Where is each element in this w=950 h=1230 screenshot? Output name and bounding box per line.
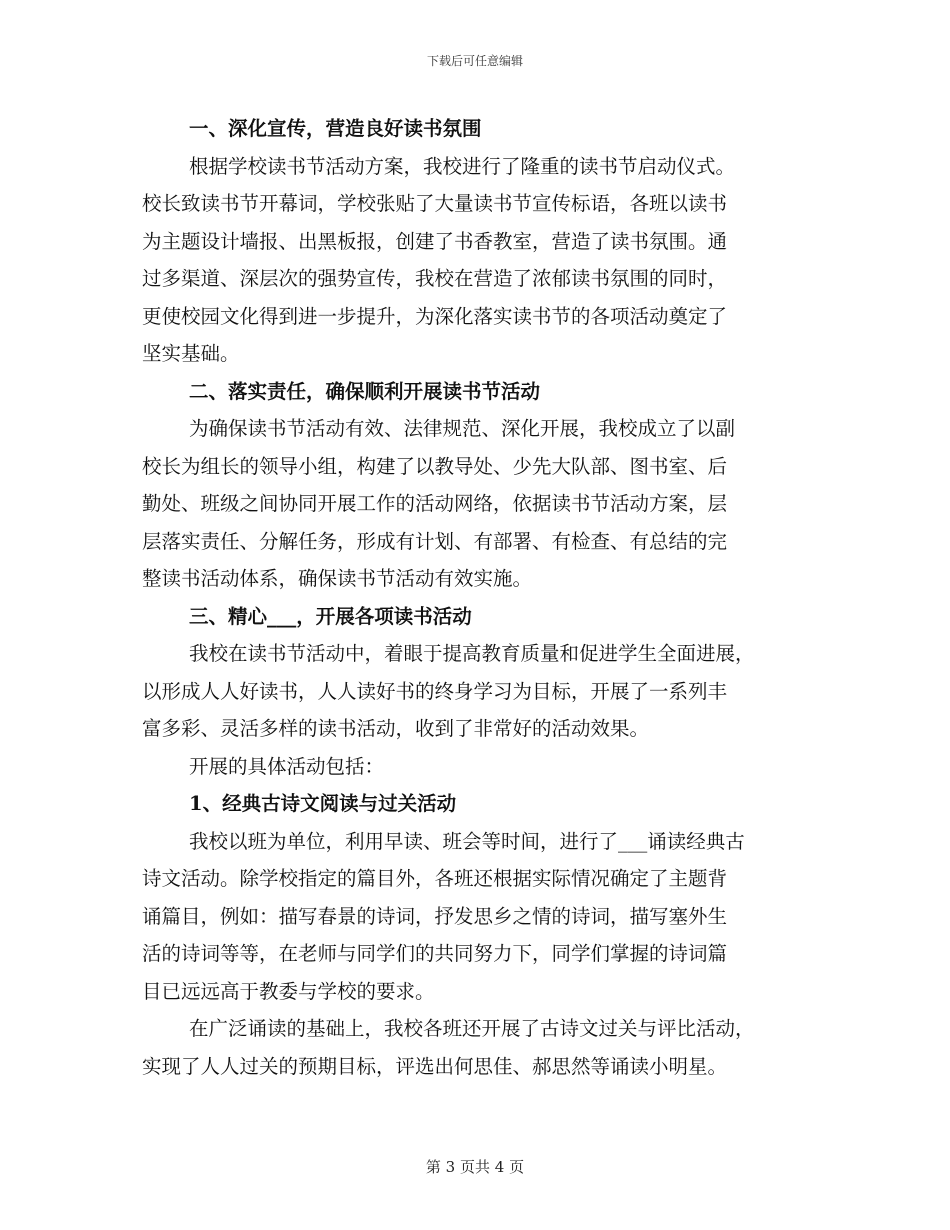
paragraph-line: 校长致读书节开幕词，学校张贴了大量读书节宣传标语，各班以读书 [142, 192, 728, 215]
paragraph-line: 开展的具体活动包括： [189, 754, 385, 778]
page-footer: 第 3 页共 4 页 [425, 1158, 525, 1176]
section-heading-2: 二、落实责任，确保顺利开展读书节活动 [189, 379, 541, 403]
paragraph-line: 为确保读书节活动有效、法律规范、深化开展，我校成立了以副 [189, 417, 736, 440]
paragraph-line: 整读书活动体系，确保读书节活动有效实施。 [142, 567, 533, 590]
paragraph-line: 过多渠道、深层次的强势宣传，我校在营造了浓郁读书氛围的同时， [142, 267, 728, 290]
paragraph-line: 校长为组长的领导小组，构建了以教导处、少先大队部、图书室、后 [142, 454, 728, 478]
paragraph-line: 根据学校读书节活动方案，我校进行了隆重的读书节启动仪式。 [189, 154, 736, 178]
paragraph-line: 我校以班为单位，利用早读、班会等时间，进行了___诵读经典古 [189, 829, 745, 853]
document-body [142, 110, 802, 1085]
paragraph-line: 活的诗词等等，在老师与同学们的共同努力下，同学们掌握的诗词篇 [142, 942, 728, 965]
paragraph-line: 更使校园文化得到进一步提升，为深化落实读书节的各项活动奠定了 [142, 304, 728, 328]
page-header: 下载后可任意编辑 [426, 54, 523, 68]
paragraph-line: 我校在读书节活动中，着眼于提高教育质量和促进学生全面进展， [189, 642, 755, 665]
paragraph-line: 坚实基础。 [142, 342, 240, 365]
subsection-heading-1: 1、经典古诗文阅读与过关活动 [189, 792, 457, 815]
paragraph-line: 为主题设计墙报、出黑板报，创建了书香教室，营造了读书氛围。通 [142, 229, 728, 253]
paragraph-line: 诵篇目，例如：描写春景的诗词，抒发思乡之情的诗词，描写塞外生 [142, 904, 728, 928]
paragraph-line: 以形成人人好读书，人人读好书的终身学习为目标，开展了一系列丰 [142, 679, 728, 703]
paragraph-line: 在广泛诵读的基础上，我校各班还开展了古诗文过关与评比活动， [189, 1017, 755, 1040]
paragraph-line: 层落实责任、分解任务，形成有计划、有部署、有检查、有总结的完 [142, 529, 728, 553]
paragraph-line: 勤处、班级之间协同开展工作的活动网络，依据读书节活动方案，层 [142, 492, 728, 515]
section-heading-3: 三、精心___，开展各项读书活动 [189, 604, 472, 628]
paragraph-line: 诗文活动。除学校指定的篇目外，各班还根据实际情况确定了主题背 [142, 867, 728, 890]
paragraph-line: 目已远远高于教委与学校的要求。 [142, 979, 435, 1003]
section-heading-1: 一、深化宣传，营造良好读书氛围 [189, 117, 482, 140]
paragraph-line: 富多彩、灵活多样的读书活动，收到了非常好的活动效果。 [142, 717, 650, 740]
paragraph-line: 实现了人人过关的预期目标，评选出何思佳、郝思然等诵读小明星。 [142, 1054, 728, 1078]
